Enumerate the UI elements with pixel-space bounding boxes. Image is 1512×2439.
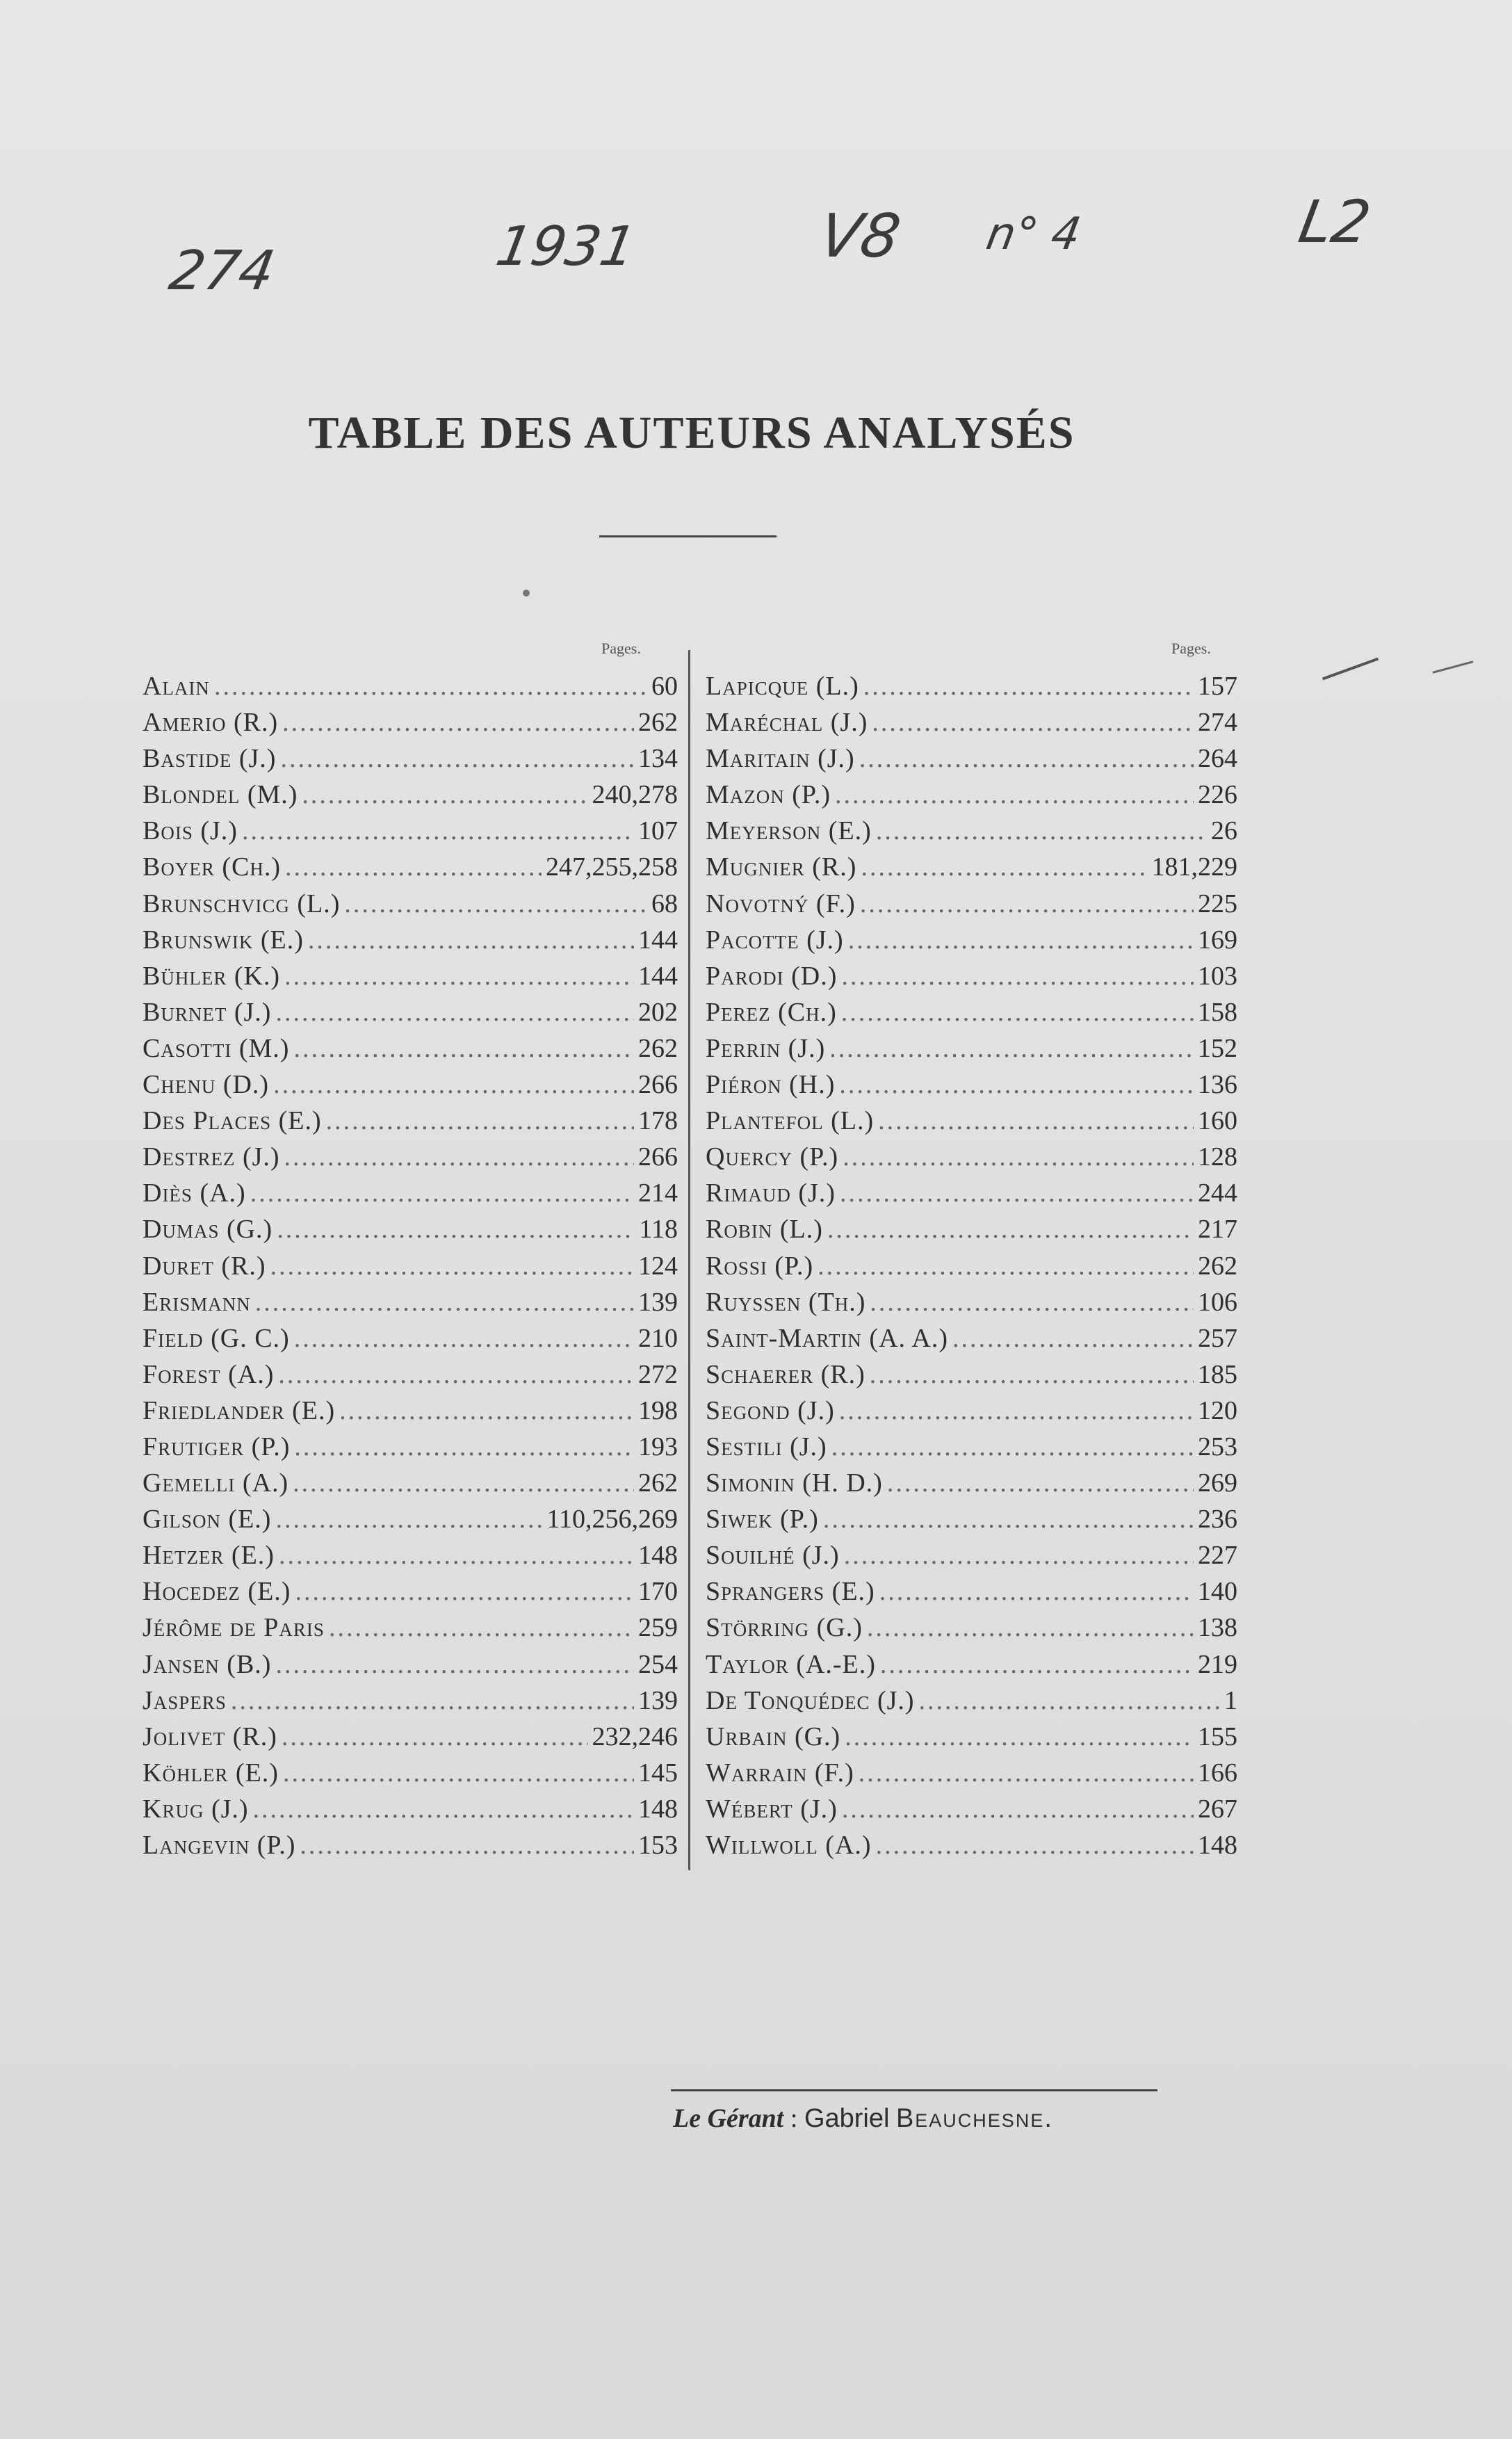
dot-leader <box>835 779 1194 810</box>
page-reference: 155 <box>1198 1721 1237 1751</box>
handwritten-note-shelfmark: L2 <box>1294 188 1376 256</box>
author-name: Burnet (J.) <box>143 997 272 1027</box>
dot-leader <box>293 1033 634 1064</box>
dot-leader <box>818 1251 1194 1281</box>
author-name: Bühler (K.) <box>143 961 281 991</box>
author-name: Urbain (G.) <box>706 1721 841 1751</box>
author-entry <box>706 1468 1237 1504</box>
dot-leader <box>861 852 1147 882</box>
dot-leader <box>845 1721 1194 1752</box>
author-name: Sprangers (E.) <box>706 1577 875 1607</box>
author-entry <box>143 1468 678 1504</box>
author-name: Piéron (H.) <box>706 1070 836 1100</box>
page-reference: 60 <box>651 672 678 701</box>
page-reference: 198 <box>638 1395 678 1425</box>
page-reference: 210 <box>638 1323 678 1353</box>
author-entry <box>706 1214 1237 1250</box>
page-reference: 110,256,269 <box>546 1505 678 1534</box>
page-reference: 128 <box>1198 1142 1237 1172</box>
author-name: Jansen (B.) <box>143 1649 272 1679</box>
dot-leader <box>275 1649 634 1680</box>
author-entry <box>143 1395 678 1432</box>
page-reference: 26 <box>1211 816 1237 846</box>
page-reference: 160 <box>1198 1106 1237 1136</box>
author-name: Rimaud (J.) <box>706 1178 836 1208</box>
author-entry <box>706 852 1237 888</box>
page-reference: 272 <box>638 1359 678 1389</box>
dot-leader <box>282 1721 588 1752</box>
dot-leader <box>270 1251 634 1281</box>
handwritten-note-year: 1931 <box>491 216 641 278</box>
author-entry <box>143 1649 678 1685</box>
author-entry <box>143 1576 678 1612</box>
author-entry <box>143 1794 678 1830</box>
author-entry <box>706 1612 1237 1648</box>
dot-leader <box>285 852 542 882</box>
dot-leader <box>879 1576 1194 1607</box>
page-reference: 225 <box>1198 889 1237 918</box>
page-reference: 266 <box>638 1070 678 1100</box>
author-entry <box>143 1830 678 1866</box>
author-name: Field (G. C.) <box>143 1323 290 1353</box>
author-entry <box>706 1830 1237 1866</box>
page-reference: 262 <box>638 708 678 738</box>
credit-role: Le Gérant <box>673 2104 784 2133</box>
page-reference: 152 <box>1198 1033 1237 1063</box>
page-reference: 257 <box>1198 1323 1237 1353</box>
credit-first-name: Gabriel <box>804 2104 890 2133</box>
dot-leader <box>302 779 587 810</box>
page-reference: 259 <box>638 1613 678 1643</box>
page-reference: 124 <box>638 1251 678 1281</box>
page-reference: 254 <box>638 1649 678 1679</box>
author-name: Bois (J.) <box>143 816 238 846</box>
dot-leader <box>880 1649 1194 1680</box>
author-name: De Tonquédec (J.) <box>706 1685 915 1715</box>
dot-leader <box>295 1576 634 1607</box>
page-reference: 185 <box>1198 1359 1237 1389</box>
author-name: Simonin (H. D.) <box>706 1468 883 1498</box>
author-name: Wébert (J.) <box>706 1794 838 1824</box>
author-entry <box>143 1323 678 1359</box>
page-reference: 134 <box>638 744 678 774</box>
handwritten-note-number: 274 <box>165 240 279 302</box>
author-name: Jérôme de Paris <box>143 1613 325 1643</box>
dot-leader <box>876 1830 1194 1861</box>
author-entry <box>706 816 1237 852</box>
page-reference: 244 <box>1198 1178 1237 1208</box>
author-entry <box>706 997 1237 1033</box>
author-entry <box>706 1432 1237 1468</box>
page-reference: 226 <box>1198 780 1237 810</box>
author-name: Novotný (F.) <box>706 889 856 918</box>
credit-separator: : <box>783 2104 804 2133</box>
author-name: Lapicque (L.) <box>706 672 859 701</box>
dot-leader <box>214 671 647 702</box>
author-entry <box>706 1649 1237 1685</box>
author-name: Segond (J.) <box>706 1395 835 1425</box>
dot-leader <box>255 1287 634 1318</box>
dot-leader <box>878 1105 1194 1136</box>
author-entry <box>143 1033 678 1069</box>
author-entry <box>143 671 678 707</box>
page-reference: 232,246 <box>592 1721 678 1751</box>
author-name: Erismann <box>143 1287 251 1317</box>
dot-leader <box>841 961 1194 991</box>
column-divider <box>688 650 690 1870</box>
page-reference: 219 <box>1198 1649 1237 1679</box>
dot-leader <box>919 1685 1220 1716</box>
author-entry <box>706 961 1237 997</box>
author-entry <box>706 1178 1237 1214</box>
author-name: Rossi (P.) <box>706 1251 814 1281</box>
author-name: Des Places (E.) <box>143 1106 322 1136</box>
author-entry <box>143 1178 678 1214</box>
page-reference: 236 <box>1198 1505 1237 1534</box>
page-reference: 148 <box>638 1541 678 1571</box>
author-name: Brunschvicg (L.) <box>143 889 341 918</box>
credit-surname: Beauchesne. <box>895 2104 1053 2133</box>
author-name: Parodi (D.) <box>706 961 838 991</box>
dot-leader <box>275 1504 542 1534</box>
dot-leader <box>300 1830 634 1861</box>
dot-leader <box>279 1540 634 1571</box>
column-header-pages: Pages. <box>1171 640 1211 657</box>
author-entry <box>143 743 678 779</box>
page-reference: 217 <box>1198 1215 1237 1245</box>
author-entry <box>706 1721 1237 1758</box>
footer-divider <box>671 2089 1157 2091</box>
dot-leader <box>841 997 1194 1028</box>
author-entry <box>143 1142 678 1178</box>
dot-leader <box>860 889 1194 919</box>
author-name: Bastide (J.) <box>143 744 277 774</box>
dot-leader <box>843 1142 1194 1172</box>
dot-leader <box>273 1069 634 1100</box>
handwritten-note-issue: n° 4 <box>982 209 1085 260</box>
author-entry <box>143 1105 678 1142</box>
dot-leader <box>876 816 1207 846</box>
dot-leader <box>839 1395 1194 1426</box>
author-entry <box>143 779 678 816</box>
author-entry <box>706 707 1237 743</box>
author-name: Quercy (P.) <box>706 1142 839 1172</box>
page-reference: 262 <box>638 1468 678 1498</box>
dot-leader <box>294 1323 634 1354</box>
dot-leader <box>863 671 1194 702</box>
author-entry <box>143 1612 678 1648</box>
author-name: Chenu (D.) <box>143 1070 270 1100</box>
dot-leader <box>887 1468 1194 1498</box>
author-entry <box>143 1432 678 1468</box>
page-reference: 140 <box>1198 1577 1237 1607</box>
page-reference: 267 <box>1198 1794 1237 1824</box>
dot-leader <box>329 1612 634 1643</box>
author-name: Hocedez (E.) <box>143 1577 291 1607</box>
author-name: Siwek (P.) <box>706 1505 819 1534</box>
author-entry <box>143 1758 678 1794</box>
page-reference: 138 <box>1198 1613 1237 1643</box>
author-name: Jolivet (R.) <box>143 1721 277 1751</box>
dot-leader <box>275 997 634 1028</box>
dot-leader <box>277 1214 635 1245</box>
page-reference: 139 <box>638 1287 678 1317</box>
author-entry <box>706 1142 1237 1178</box>
author-name: Maréchal (J.) <box>706 708 868 738</box>
page-reference: 139 <box>638 1685 678 1715</box>
page-reference: 148 <box>638 1794 678 1824</box>
dot-leader <box>870 1287 1194 1318</box>
dot-leader <box>872 707 1194 738</box>
publisher-credit <box>673 2103 1053 2134</box>
dot-leader <box>280 743 634 774</box>
dot-leader <box>278 1359 634 1390</box>
dot-leader <box>859 743 1194 774</box>
page-reference: 148 <box>1198 1831 1237 1860</box>
author-entry <box>706 889 1237 925</box>
handwritten-note-volume: V8 <box>814 202 906 271</box>
author-name: Langevin (P.) <box>143 1831 296 1860</box>
page-reference: 240,278 <box>592 780 678 810</box>
dot-leader <box>242 816 634 846</box>
dot-leader <box>250 1178 634 1208</box>
dot-leader <box>326 1105 634 1136</box>
author-entry <box>143 889 678 925</box>
author-entry <box>706 1251 1237 1287</box>
author-entry <box>706 1359 1237 1395</box>
dot-leader <box>827 1214 1194 1245</box>
page-reference: 227 <box>1198 1541 1237 1571</box>
author-entry <box>706 779 1237 816</box>
author-name: Störring (G.) <box>706 1613 863 1643</box>
page-reference: 1 <box>1224 1685 1237 1715</box>
dot-leader <box>867 1612 1194 1643</box>
dot-leader <box>829 1033 1194 1064</box>
author-name: Blondel (M.) <box>143 780 298 810</box>
author-name: Jaspers <box>143 1685 227 1715</box>
author-name: Sestili (J.) <box>706 1432 827 1461</box>
page-reference: 274 <box>1198 708 1237 738</box>
author-name: Maritain (J.) <box>706 744 855 774</box>
author-name: Warrain (F.) <box>706 1758 854 1788</box>
dot-leader <box>840 1178 1194 1208</box>
page-reference: 269 <box>1198 1468 1237 1498</box>
author-entry <box>143 1504 678 1540</box>
dot-leader <box>823 1504 1194 1534</box>
author-name: Boyer (Ch.) <box>143 852 281 882</box>
page-reference: 158 <box>1198 997 1237 1027</box>
author-name: Gemelli (A.) <box>143 1468 289 1498</box>
author-entry <box>706 1033 1237 1069</box>
decorative-dot <box>523 590 530 597</box>
author-name: Alain <box>143 672 210 701</box>
dot-leader <box>284 1142 634 1172</box>
page-title: TABLE DES AUTEURS ANALYSÉS <box>308 407 1075 458</box>
author-entry <box>143 1359 678 1395</box>
column-header-pages: Pages. <box>601 640 641 657</box>
author-name: Saint-Martin (A. A.) <box>706 1323 949 1353</box>
author-entry <box>706 925 1237 961</box>
dot-leader <box>284 961 634 991</box>
page-reference: 193 <box>638 1432 678 1461</box>
author-name: Amerio (R.) <box>143 708 279 738</box>
author-entry <box>706 1758 1237 1794</box>
author-name: Friedlander (E.) <box>143 1395 336 1425</box>
author-name: Krug (J.) <box>143 1794 249 1824</box>
author-name: Frutiger (P.) <box>143 1432 291 1461</box>
page-reference: 144 <box>638 925 678 955</box>
author-index-right-column <box>706 671 1237 1866</box>
author-entry <box>706 671 1237 707</box>
author-entry <box>706 1685 1237 1721</box>
author-name: Duret (R.) <box>143 1251 266 1281</box>
dot-leader <box>293 1468 634 1498</box>
page-reference: 247,255,258 <box>546 852 678 882</box>
page-reference: 118 <box>639 1215 678 1245</box>
page-reference: 166 <box>1198 1758 1237 1788</box>
page-reference: 157 <box>1198 672 1237 701</box>
dot-leader <box>831 1432 1194 1462</box>
page-reference: 202 <box>638 997 678 1027</box>
page-reference: 214 <box>638 1178 678 1208</box>
author-name: Destrez (J.) <box>143 1142 280 1172</box>
author-entry <box>143 707 678 743</box>
author-name: Perez (Ch.) <box>706 997 837 1027</box>
author-entry <box>706 1395 1237 1432</box>
author-entry <box>706 1504 1237 1540</box>
dot-leader <box>844 1540 1194 1571</box>
author-name: Casotti (M.) <box>143 1033 290 1063</box>
author-entry <box>706 1576 1237 1612</box>
dot-leader <box>842 1794 1194 1824</box>
author-entry <box>143 1721 678 1758</box>
author-index-left-column <box>143 671 678 1866</box>
page-reference: 106 <box>1198 1287 1237 1317</box>
page-reference: 120 <box>1198 1395 1237 1425</box>
page-reference: 266 <box>638 1142 678 1172</box>
author-entry <box>143 1287 678 1323</box>
author-name: Souilhé (J.) <box>706 1541 840 1571</box>
author-name: Pacotte (J.) <box>706 925 844 955</box>
dot-leader <box>870 1359 1194 1390</box>
page-reference: 264 <box>1198 744 1237 774</box>
author-name: Gilson (E.) <box>143 1505 272 1534</box>
author-entry <box>706 1794 1237 1830</box>
page-reference: 103 <box>1198 961 1237 991</box>
author-name: Forest (A.) <box>143 1359 275 1389</box>
page-reference: 253 <box>1198 1432 1237 1461</box>
page-reference: 136 <box>1198 1070 1237 1100</box>
page-reference: 145 <box>638 1758 678 1788</box>
author-entry <box>143 925 678 961</box>
author-name: Schaerer (R.) <box>706 1359 865 1389</box>
title-divider <box>599 535 777 537</box>
dot-leader <box>282 707 634 738</box>
author-name: Dumas (G.) <box>143 1215 273 1245</box>
page-reference: 144 <box>638 961 678 991</box>
dot-leader <box>848 925 1194 955</box>
author-entry <box>143 1685 678 1721</box>
page-reference: 107 <box>638 816 678 846</box>
author-entry <box>706 1069 1237 1105</box>
author-entry <box>706 1287 1237 1323</box>
author-entry <box>706 1540 1237 1576</box>
author-entry <box>143 1069 678 1105</box>
author-entry <box>706 743 1237 779</box>
page-reference: 262 <box>638 1033 678 1063</box>
dot-leader <box>308 925 634 955</box>
author-name: Perrin (J.) <box>706 1033 826 1063</box>
dot-leader <box>339 1395 634 1426</box>
page-reference: 170 <box>638 1577 678 1607</box>
dot-leader <box>344 889 647 919</box>
author-entry <box>143 852 678 888</box>
author-entry <box>143 1214 678 1250</box>
page-reference: 178 <box>638 1106 678 1136</box>
dot-leader <box>231 1685 634 1716</box>
dot-leader <box>952 1323 1194 1354</box>
dot-leader <box>294 1432 634 1462</box>
page-reference: 262 <box>1198 1251 1237 1281</box>
author-entry <box>706 1105 1237 1142</box>
dot-leader <box>253 1794 634 1824</box>
author-name: Ruyssen (Th.) <box>706 1287 866 1317</box>
author-entry <box>143 1540 678 1576</box>
page-reference: 169 <box>1198 925 1237 955</box>
author-entry <box>143 816 678 852</box>
dot-leader <box>839 1069 1194 1100</box>
author-name: Hetzer (E.) <box>143 1541 275 1571</box>
page-reference: 68 <box>651 889 678 918</box>
page-reference: 181,229 <box>1151 852 1237 882</box>
author-name: Taylor (A.-E.) <box>706 1649 876 1679</box>
author-name: Robin (L.) <box>706 1215 823 1245</box>
author-name: Mazon (P.) <box>706 780 831 810</box>
page-reference: 153 <box>638 1831 678 1860</box>
author-entry <box>143 997 678 1033</box>
author-name: Brunswik (E.) <box>143 925 304 955</box>
author-name: Plantefol (L.) <box>706 1106 875 1136</box>
author-name: Köhler (E.) <box>143 1758 279 1788</box>
author-name: Willwoll (A.) <box>706 1831 872 1860</box>
author-name: Meyerson (E.) <box>706 816 872 846</box>
dot-leader <box>859 1758 1194 1788</box>
author-entry <box>706 1323 1237 1359</box>
author-entry <box>143 961 678 997</box>
author-name: Mugnier (R.) <box>706 852 857 882</box>
author-name: Diès (A.) <box>143 1178 246 1208</box>
dot-leader <box>283 1758 634 1788</box>
author-entry <box>143 1251 678 1287</box>
